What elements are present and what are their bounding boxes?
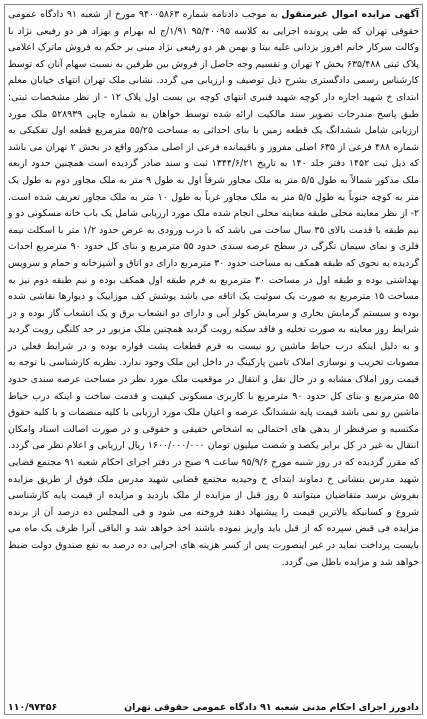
footer-signature: دادورز اجرای احکام مدنی شعبه ۹۱ دادگاه عمومی حقوقی تهران <box>124 702 419 713</box>
notice-text: به موجب دادنامه شماره ۹۴۰۰۵۸۶۳ مورخ از شعبه ۹۱ دادگاه عمومی حقوقی تهران که طی پرونده اجرایی به کلاسه ۹۵/۴۰۰۹۵ ۱/۹۱/ج له بهرام و بهزاد هر دو رفیعی نژاد با وکالت سرکار خانم افروز یزدانی علیه بیتا و بهمن هر دو رفیعی نژاد مبنی بر حکم به فروش ماترک اعلامی پلاک ثبتی ۶۳۵/۴۸۸ بخش ۲ تهران و تقسیم وجه حاصل از فروش بین طرفین به نسبت سهام آنان که توسط کارشناس رسمی دادگستری بشرح ذیل توصیف و ارزیابی می گردد. نشانی ملک تهران انتهای خیابان معلم ابتدای خ شهید اجاره دار کوچه شهید قنبری انتهای کوچه بن بست اول پلاک ۱۲ - از نظر مشخصات ثبتی: طبق پاسخ مندرجات تصویر سند مالکیت ارائه شده توسط خواهان به شماره چاپی ۵۲۸۹۳۹ ملک مورد ارزیابی شامل ششدانگ یک قطعه زمین با بنای احداثی به مساحت ۵۵/۲۵ مترمربع قطعه اول تفکیکی به شماره ۴۸۸ فرعی از ۶۳۵ اصلی مفروز و باقیمانده فرعی از اصلی مذکور واقع در بخش ۲ تهران می باشد که ذیل ثبت ۱۴۵۲ دفتر جلد ۱۴۰ به تاریخ ۱۳۴۴/۶/۲۱ ثبت و سند صادر گردیده است همچنین حدود اربعه ملک مذکور شمالاً به طول ۵/۵ متر به ملک مجاور شرقاً اول به طول ۹ متر به ملک مجاور دوم به طول یک متر به کوچه جنوباً به طول ۵/۵ متر به ملک مجاور غرباً به طول ۱۰ متر به ملک مجاور تعریف شده است. ۲- از نظر معاینه محلی طبقه معاینه محلی انجام شده ملک مورد ارزیابی شامل یک باب خانه مسکونی دو و نیم طبقه با قدمت بالای ۳۵ سال ساخت می باشد که با درب ورودی به عرض حدود ۱/۲ متر با اسکلت نیمه فلزی و نمای سیمان تگرگی در سطح عرصه سندی حدود ۵۵ مترمربع و بنای کل حدود ۹۰ مترمربع احداث گردیده به نحوی که طبقه همکف به مساحت حدود ۳۰ مترمربع دارای دو اتاق و آشپزخانه و حمام و سرویس بهداشتی بوده و طبقه اول در مساحت ۳۰ مترمربع به فرم طبقه اول همکف بوده و نیم طبقه دوم نیز به مساحت ۱۵ مترمربع به صورت یک سوئیت یک اتاقه می باشد پوشش کف موزاییک و دیوارها نقاشی شده بوده و سیستم گرمایش بخاری و سرمایش کولر آبی و دارای دو انشعاب برق و یک انشعاب گاز بوده و در شرایط روز معاینه به صورت تخلیه و فاقد سکنه رویت گردید همچنین ملک مزبور در حد کلنگی رویت گردید و به دلیل اینکه درب حیاط ماشین رو نیست به فرم قطعات پشت قواره بوده و در شرایط فعلی در مصوبات تخریب و نوسازی املاک تامین پارکینگ در داخل این ملک وجود ندارد. نظریه کارشناسی با توجه به قیمت روز املاک مشابه و در حال نقل و انتقال در موقعیت ملک مورد نظر در مساحت عرصه سندی حدود ۵۵ مترمربع و بنای کل حدود ۹۰ مترمربع با کاربری مسکونی کیفیت و قدمت ساخت و اینکه درب حیاط ماشین رو نمی باشد قیمت پایه ششدانگ عرصه و اعیان ملک مورد ارزیابی با کلیه منضمات و با کلیه حقوق مکتسبه و صرفنظر از بدهی های احتمالی به اشخاص حقیقی و حقوقی و در صورت اصالت اسناد وامکان انتقال به غیر در کل برابر یکصد و شصت میلیون تومان ۱۶۰۰/۰۰۰/۰۰۰ ریال ارزیابی و اعلام نظر می گردد. که مقرر گردیده که در روز شنبه مورخ ۹۵/۹/۶ ساعت ۹ صبح در دفتر اجرای احکام شعبه ۹۱ مجتمع قضایی شهید مدرس بنشانی خ دماوند ابتدای خ وحیدیه مجتمع قضایی شهید مدرس ملک فوق از طریق مزایده بفروش برسد متقاضیان میتوانند ۵ روز قبل از مزایده از ملک بازدید و مزایده از قیمت پایه کارشناسی شروع و کسانیکه بالاترین قیمت را پیشنهاد دهند فروخته می شود و فی المجلس ده درصد آن از برنده مزایده فی قبض سپرده که از قبل باید واریز نموده باشند اخذ خواهد شد و الباقی آنرا ظرف یک ماه می بایست پرداخت نماید در غیر اینصورت پس از کسر هزینه های اجرایی ده درصد به نفع صندوق دولت ضبط خواهد شد و مزایده باطل می گردد. <box>8 9 420 568</box>
auction-notice <box>4 4 423 715</box>
notice-body <box>8 7 419 571</box>
notice-footer <box>8 702 419 713</box>
footer-reference-number: ۱۱۰/۹۷۴۵۶ <box>8 702 58 713</box>
notice-title: آگهی مزایده اموال غیرمنقول <box>281 9 419 20</box>
